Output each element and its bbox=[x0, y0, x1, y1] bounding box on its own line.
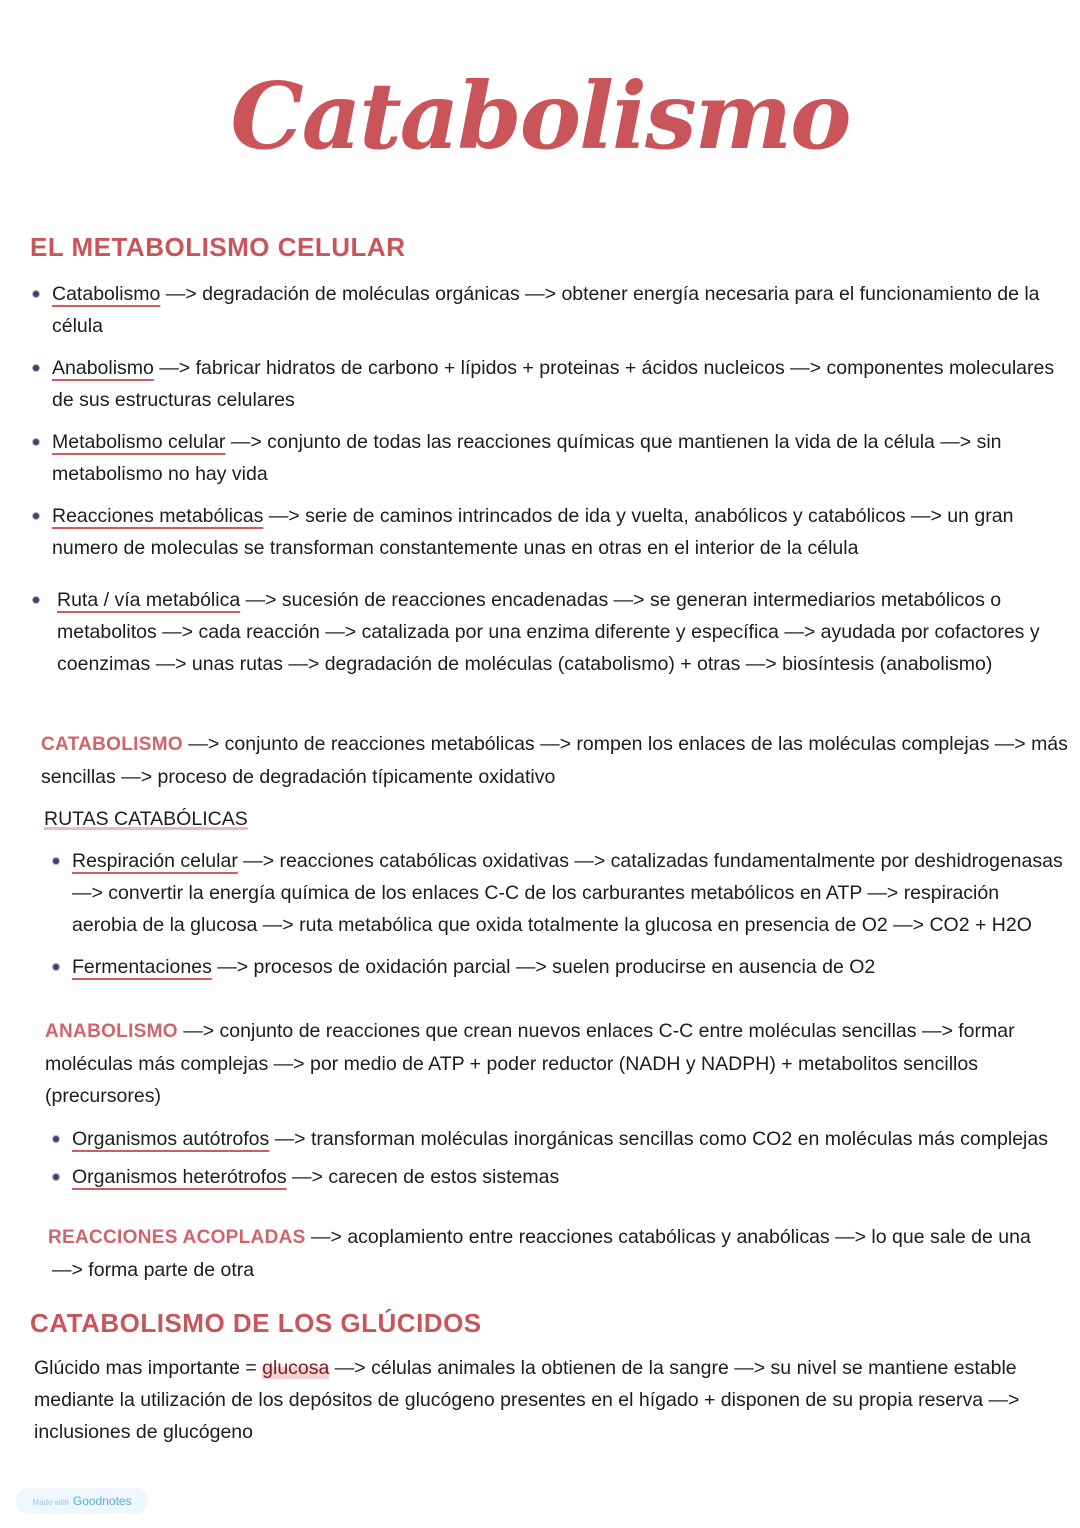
text: moléculas más complejas —> por medio de ATP + poder reductor (NADH y NADPH) + metabolitos sencillos bbox=[45, 1053, 978, 1075]
rutas-catabolicas-subheading: RUTAS CATABÓLICAS bbox=[44, 808, 248, 830]
goodnotes-badge[interactable] bbox=[16, 1488, 148, 1514]
text: —> sucesión de reacciones encadenadas —> se generan intermediarios metabólicos o bbox=[240, 589, 1002, 611]
text: —> conjunto de reacciones metabólicas —> rompen los enlaces de las moléculas complejas —> más bbox=[182, 733, 1068, 755]
anabolismo-definition bbox=[45, 1015, 1015, 1112]
text: —> degradación de moléculas orgánicas —> obtener energía necesaria para el funcionamiento de la bbox=[160, 283, 1040, 305]
goodnotes-logo: Goodnotes bbox=[72, 1494, 132, 1508]
text: numero de moleculas se transforman constantemente unas en otras en el interior de la célula bbox=[52, 537, 859, 559]
term: Fermentaciones bbox=[72, 956, 212, 978]
list-item bbox=[50, 951, 1063, 983]
text: —> carecen de estos sistemas bbox=[286, 1166, 560, 1188]
list-item bbox=[50, 1161, 1048, 1193]
list-item bbox=[30, 278, 1054, 342]
text: Glúcido mas importante = bbox=[34, 1357, 263, 1379]
section-heading-metabolismo: EL METABOLISMO CELULAR bbox=[30, 232, 406, 262]
glucidos-paragraph bbox=[34, 1352, 1019, 1448]
rutas-list bbox=[50, 845, 1063, 983]
text: —> conjunto de todas las reacciones químicas que mantienen la vida de la célula —> sin bbox=[225, 431, 1002, 453]
text: aerobia de la glucosa —> ruta metabólica que oxida totalmente la glucosa en presencia de O2 —> CO2 + H2O bbox=[72, 914, 1032, 936]
acopladas-label: REACCIONES ACOPLADAS bbox=[48, 1227, 306, 1248]
text: —> fabricar hidratos de carbono + lípidos + proteinas + ácidos nucleicos —> componentes moleculares bbox=[153, 357, 1055, 379]
term: Catabolismo bbox=[52, 283, 161, 305]
term: Organismos heterótrofos bbox=[72, 1166, 287, 1188]
term: Metabolismo celular bbox=[52, 431, 226, 453]
organismos-list bbox=[50, 1123, 1048, 1193]
text: metabolitos —> cada reacción —> catalizada por una enzima diferente y específica —> ayudada por cofactores y bbox=[57, 621, 1040, 643]
text: (precursores) bbox=[45, 1085, 161, 1107]
reacciones-acopladas bbox=[48, 1221, 1031, 1286]
term: Reacciones metabólicas bbox=[52, 505, 264, 527]
anabolismo-label: ANABOLISMO bbox=[45, 1021, 178, 1042]
list-item bbox=[30, 426, 1054, 490]
list-item bbox=[30, 584, 1054, 680]
term: Respiración celular bbox=[72, 850, 238, 872]
glucosa-highlight: glucosa bbox=[262, 1357, 330, 1379]
text: mediante la utilización de los depósitos de glucógeno presentes en el hígado + disponen de su propia reserva —> bbox=[34, 1389, 1020, 1411]
text: sencillas —> proceso de degradación típicamente oxidativo bbox=[41, 766, 556, 788]
text: —> células animales la obtienen de la sangre —> su nivel se mantiene estable bbox=[329, 1357, 1017, 1379]
term: Organismos autótrofos bbox=[72, 1128, 270, 1150]
section-heading-glucidos: CATABOLISMO DE LOS GLÚCIDOS bbox=[30, 1308, 482, 1338]
text: —> conjunto de reacciones que crean nuevos enlaces C-C entre moléculas sencillas —> formar bbox=[177, 1020, 1015, 1042]
text: —> forma parte de otra bbox=[52, 1259, 255, 1281]
made-with-label: Made with bbox=[32, 1498, 69, 1507]
metabolismo-list bbox=[30, 278, 1054, 680]
text: coenzimas —> unas rutas —> degradación de moléculas (catabolismo) + otras —> biosíntesis (anabolismo) bbox=[57, 653, 993, 675]
list-item bbox=[30, 352, 1054, 416]
text: célula bbox=[52, 315, 103, 337]
list-item bbox=[50, 1123, 1048, 1155]
text: inclusiones de glucógeno bbox=[34, 1421, 253, 1443]
text: —> transforman moléculas inorgánicas sencillas como CO2 en moléculas más complejas bbox=[269, 1128, 1048, 1150]
text: de sus estructuras celulares bbox=[52, 389, 295, 411]
text: —> procesos de oxidación parcial —> suelen producirse en ausencia de O2 bbox=[211, 956, 876, 978]
text: metabolismo no hay vida bbox=[52, 463, 268, 485]
text: —> serie de caminos intrincados de ida y vuelta, anabólicos y catabólicos —> un gran bbox=[263, 505, 1014, 527]
catabolismo-label: CATABOLISMO bbox=[41, 734, 183, 755]
list-item bbox=[30, 500, 1054, 564]
text: —> convertir la energía química de los enlaces C-C de los carburantes metabólicos en ATP —> respiración bbox=[72, 882, 1000, 904]
text: —> acoplamiento entre reacciones catabólicas y anabólicas —> lo que sale de una bbox=[305, 1226, 1031, 1248]
page-title: Catabolismo bbox=[230, 62, 850, 170]
term: Anabolismo bbox=[52, 357, 154, 379]
catabolismo-definition bbox=[41, 728, 1068, 835]
term: Ruta / vía metabólica bbox=[57, 589, 241, 611]
list-item bbox=[50, 845, 1063, 941]
text: —> reacciones catabólicas oxidativas —> catalizadas fundamentalmente por deshidrogenasas bbox=[237, 850, 1063, 872]
